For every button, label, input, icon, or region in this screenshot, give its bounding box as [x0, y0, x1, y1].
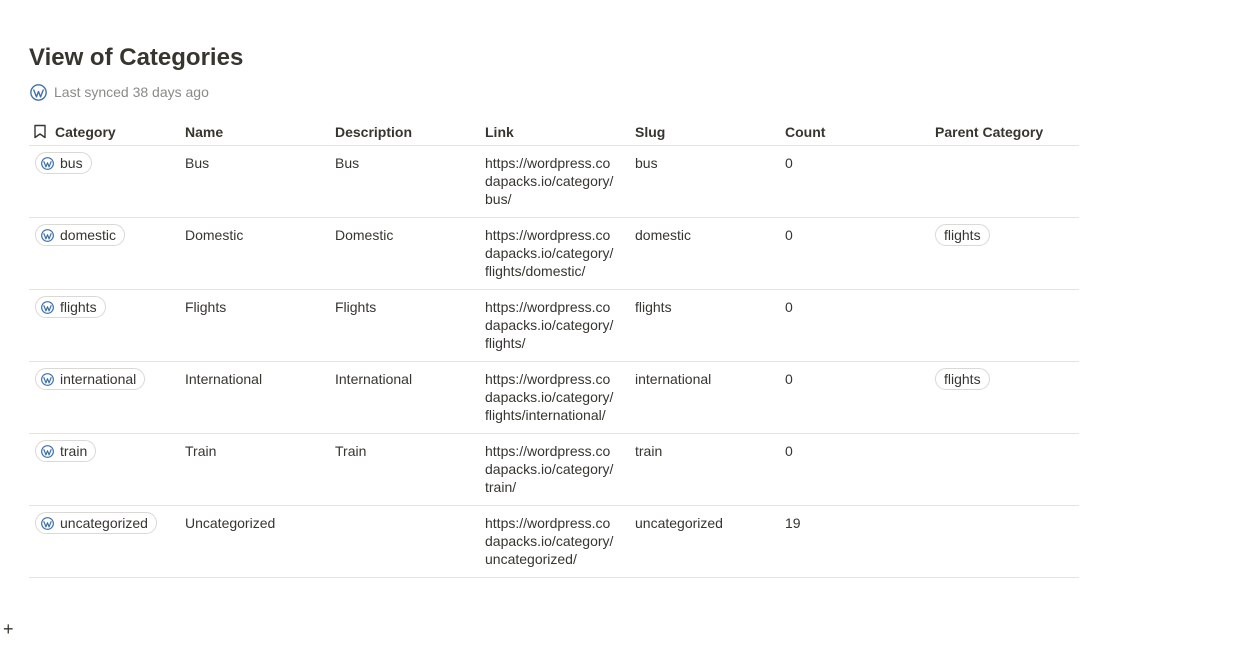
- cell-parent-category[interactable]: [929, 146, 1079, 218]
- cell-name[interactable]: International: [179, 362, 329, 434]
- cell-slug[interactable]: flights: [629, 290, 779, 362]
- wordpress-icon: [41, 373, 54, 386]
- cell-name[interactable]: Bus: [179, 146, 329, 218]
- cell-parent-category[interactable]: [929, 506, 1079, 578]
- sync-text: Last synced 38 days ago: [54, 84, 209, 100]
- cell-slug[interactable]: international: [629, 362, 779, 434]
- cell-count[interactable]: 0: [779, 146, 929, 218]
- category-chip-label: international: [60, 371, 137, 387]
- cell-count[interactable]: 0: [779, 362, 929, 434]
- column-header-label: Slug: [635, 123, 666, 140]
- wordpress-icon: [41, 445, 54, 458]
- cell-name[interactable]: Train: [179, 434, 329, 506]
- cell-parent-category[interactable]: [929, 290, 1079, 362]
- cell-description[interactable]: Flights: [329, 290, 479, 362]
- page-title: View of Categories: [29, 44, 244, 71]
- wordpress-icon: [30, 84, 47, 101]
- categories-table: [29, 118, 1079, 578]
- cell-slug[interactable]: bus: [629, 146, 779, 218]
- category-chip-label: uncategorized: [60, 515, 148, 531]
- table-body: [29, 146, 1079, 578]
- column-header-label: Name: [185, 123, 224, 140]
- cell-category[interactable]: [29, 218, 179, 290]
- column-header-label: Link: [485, 123, 514, 140]
- category-chip-label: flights: [60, 299, 97, 315]
- cell-category[interactable]: [29, 290, 179, 362]
- parent-category-chip[interactable]: flights: [935, 224, 990, 246]
- table-row[interactable]: [29, 434, 1079, 506]
- cell-name[interactable]: Uncategorized: [179, 506, 329, 578]
- cell-link[interactable]: https://wordpress.codapacks.io/category/flights/domestic/: [479, 218, 629, 290]
- column-header-label: Description: [335, 123, 413, 140]
- parent-category-chip[interactable]: flights: [935, 368, 990, 390]
- cell-parent-category[interactable]: [929, 362, 1079, 434]
- category-chip[interactable]: [35, 440, 96, 462]
- column-header-label: Category: [55, 123, 116, 140]
- wordpress-icon: [41, 517, 54, 530]
- cell-slug[interactable]: train: [629, 434, 779, 506]
- category-chip[interactable]: [35, 224, 125, 246]
- cell-description[interactable]: International: [329, 362, 479, 434]
- table-header-row: [29, 118, 1079, 146]
- table-row[interactable]: [29, 146, 1079, 218]
- cell-category[interactable]: [29, 146, 179, 218]
- cell-description[interactable]: [329, 506, 479, 578]
- cell-parent-category[interactable]: [929, 434, 1079, 506]
- wordpress-icon: [41, 301, 54, 314]
- cell-category[interactable]: [29, 506, 179, 578]
- column-header-count[interactable]: [779, 118, 929, 146]
- category-chip[interactable]: [35, 512, 157, 534]
- cell-slug[interactable]: uncategorized: [629, 506, 779, 578]
- column-header-category[interactable]: [29, 118, 179, 146]
- cell-count[interactable]: 0: [779, 218, 929, 290]
- cell-category[interactable]: [29, 434, 179, 506]
- cell-name[interactable]: Flights: [179, 290, 329, 362]
- column-header-link[interactable]: [479, 118, 629, 146]
- cell-link[interactable]: https://wordpress.codapacks.io/category/flights/international/: [479, 362, 629, 434]
- sync-status: [30, 82, 209, 102]
- column-header-slug[interactable]: [629, 118, 779, 146]
- cell-count[interactable]: 0: [779, 290, 929, 362]
- cell-count[interactable]: 19: [779, 506, 929, 578]
- category-chip-label: domestic: [60, 227, 117, 243]
- category-chip[interactable]: [35, 152, 92, 174]
- category-chip-label: train: [60, 443, 88, 459]
- cell-link[interactable]: https://wordpress.codapacks.io/category/flights/: [479, 290, 629, 362]
- column-header-name[interactable]: [179, 118, 329, 146]
- cell-slug[interactable]: domestic: [629, 218, 779, 290]
- column-header-parent-category[interactable]: [929, 118, 1079, 146]
- column-header-label: Parent Category: [935, 123, 1044, 140]
- cell-parent-category[interactable]: [929, 218, 1079, 290]
- bookmark-icon: [33, 124, 47, 139]
- column-header-description[interactable]: [329, 118, 479, 146]
- category-chip[interactable]: [35, 296, 106, 318]
- category-chip-label: bus: [60, 155, 83, 171]
- category-chip[interactable]: [35, 368, 145, 390]
- table-row[interactable]: [29, 218, 1079, 290]
- cell-description[interactable]: Domestic: [329, 218, 479, 290]
- cell-description[interactable]: Train: [329, 434, 479, 506]
- cell-link[interactable]: https://wordpress.codapacks.io/category/uncategorized/: [479, 506, 629, 578]
- add-row-button[interactable]: +: [3, 619, 14, 639]
- table-row[interactable]: [29, 506, 1079, 578]
- cell-link[interactable]: https://wordpress.codapacks.io/category/train/: [479, 434, 629, 506]
- column-header-label: Count: [785, 123, 826, 140]
- cell-link[interactable]: https://wordpress.codapacks.io/category/bus/: [479, 146, 629, 218]
- table-row[interactable]: [29, 290, 1079, 362]
- wordpress-icon: [41, 229, 54, 242]
- cell-count[interactable]: 0: [779, 434, 929, 506]
- wordpress-icon: [41, 157, 54, 170]
- cell-category[interactable]: [29, 362, 179, 434]
- cell-name[interactable]: Domestic: [179, 218, 329, 290]
- cell-description[interactable]: Bus: [329, 146, 479, 218]
- table-row[interactable]: [29, 362, 1079, 434]
